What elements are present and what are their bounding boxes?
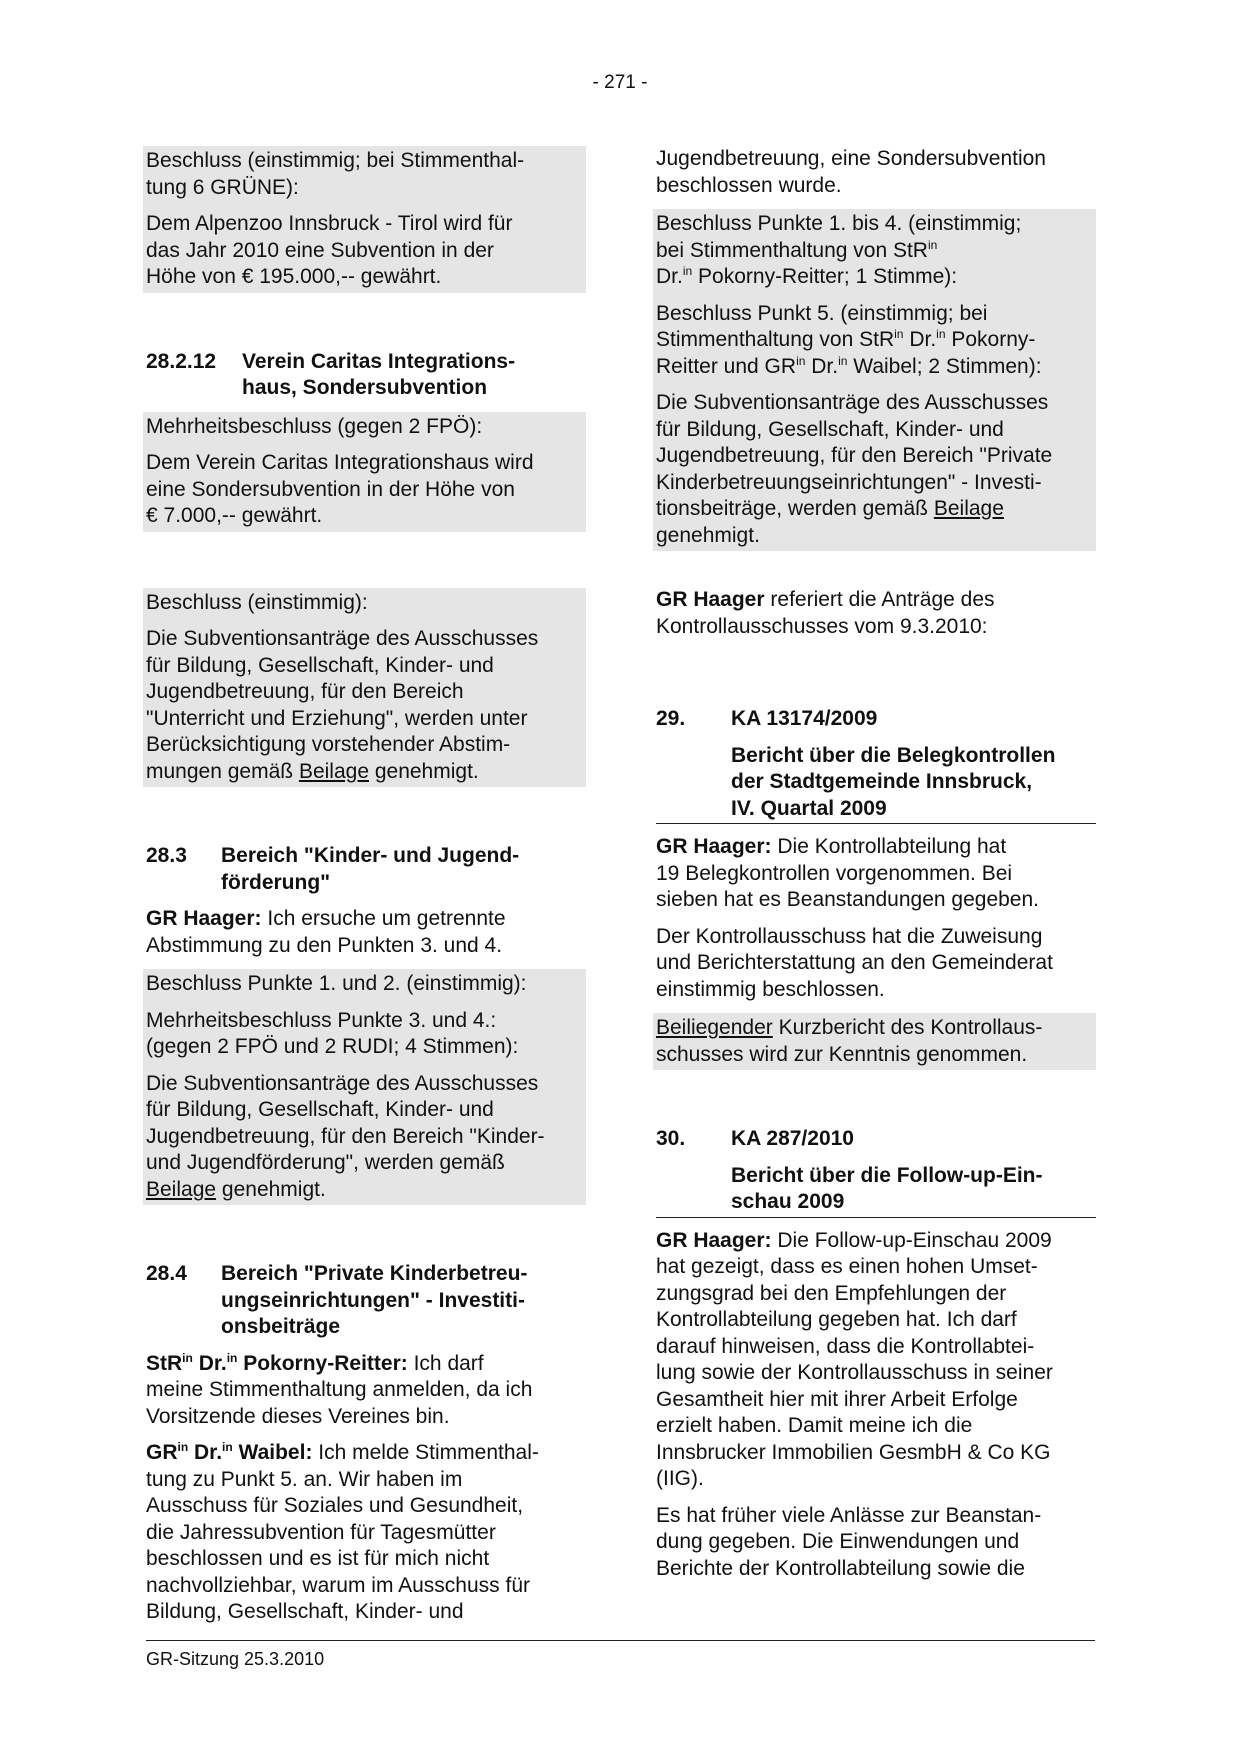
- speech-haager-follow-up-continued: Es hat früher viele Anlässe zur Beanstan- dung gegeben. Die Einwendungen und Berichte der Kontrollabteilung sowie die: [656, 1503, 1042, 1580]
- page-footer: GR-Sitzung 25.3.2010: [146, 1640, 1095, 1670]
- speech-haager-follow-up: GR Haager: Die Follow-up-Einschau 2009 hat gezeigt, dass es einen hohen Umset- zungsgrad bei den Empfehlungen der Kontrollabteilung gegeben hat. Ich darf darauf hinweisen, dass die Kontrollabtei- lung sowie der Kontrollausschuss in seiner Gesamtheit hier mit ihrer Arbeit Erfolge erzielt haben. Damit meine ich die Innsbrucker Immobilien GesmbH & Co KG (IIG).: [656, 1228, 1053, 1490]
- agenda-item-29: [656, 706, 1096, 824]
- resolution-vote-5: Beschluss Punkt 5. (einstimmig; bei Stimmenthaltung von StR$^{in}$ Dr.$^{in}$ Pokorny- Reitter und $GR^{in}$ Dr.$^{in}$ Waibel; 2 Stimmen):: [656, 301, 1042, 378]
- resolution-vote: Beschluss (einstimmig):: [146, 590, 368, 614]
- speech-pokorny-reitter: StR$^{in}$ Dr.$^{in}$ Pokorny-Reitter: Ich darf meine Stimmenthaltung anmelden, da ich Vorsitzende dieses Vereines bin.: [146, 1350, 533, 1428]
- speech-haager: GR Haager: Ich ersuche um getrennte Abstimmung zu den Punkten 3. und 4.: [146, 907, 506, 957]
- speech-waibel-continued: Jugendbetreuung, eine Sondersubvention beschlossen wurde.: [656, 147, 1046, 197]
- beilage-link[interactable]: Beilage: [933, 497, 1004, 520]
- agenda-heading-30: 30. KA 287/2010: [656, 1127, 854, 1150]
- speech-haager-belegkontrollen: GR Haager: Die Kontrollabteilung hat 19 Belegkontrollen vorgenommen. Bei sieben hat es Beanstandungen gegeben.: [656, 835, 1039, 911]
- beiliegender-link[interactable]: Beiliegender: [656, 1016, 773, 1039]
- resolution-block-unterricht: [143, 588, 586, 788]
- section-heading-28-3: 28.3 Bereich "Kinder- und Jugend- förderung": [146, 844, 520, 894]
- section-heading-28-2-12: 28.2.12 Verein Caritas Integrations- haus, Sondersubvention: [146, 349, 516, 399]
- resolution-block-private-kinderbetreuung: [653, 209, 1096, 551]
- resolution-block-kurzbericht: [653, 1013, 1096, 1070]
- committee-note: Der Kontrollausschuss hat die Zuweisung und Berichterstattung an den Gemeinderat einstimmig beschlossen.: [656, 924, 1053, 1001]
- resolution-vote-majority: Mehrheitsbeschluss Punkte 3. und 4.: (gegen 2 FPÖ und 2 RUDI; 4 Stimmen):: [146, 1008, 519, 1058]
- agenda-heading-29: 29. KA 13174/2009: [656, 707, 878, 730]
- resolution-text: Dem Verein Caritas Integrationshaus wird eine Sondersubvention in der Höhe von € 7.000,-- gewährt.: [146, 451, 534, 527]
- resolution-block-caritas: [143, 412, 586, 532]
- resolution-text: Die Subventionsanträge des Ausschusses für Bildung, Gesellschaft, Kinder- und Jugendbetreuung, für den Bereich "Unterricht und Erziehung", werden unter Berücksichtigung vorstehender Abstim- mungen gemäß Beilage genehmigt.: [146, 627, 539, 783]
- resolution-vote-1-4: Beschluss Punkte 1. bis 4. (einstimmig; bei Stimmenthaltung von StR$^{in}$ Dr.$^{in}$ Pokorny-Reitter; 1 Stimme):: [656, 212, 1022, 288]
- resolution-text: Beiliegender Kurzbericht des Kontrollaus- schusses wird zur Kenntnis genommen.: [656, 1016, 1043, 1066]
- left-column: [146, 146, 586, 1636]
- speech-waibel: $GR^{in}$ Dr.$^{in}$ Waibel: Ich melde Stimmenthal- tung zu Punkt 5. an. Wir haben im Ausschuss für Soziales und Gesundheit, die Jahressubvention für Tagesmütter beschlossen und es ist für mich nicht nachvollziehbar, warum im Ausschuss für Bildung, Gesellschaft, Kinder- und: [146, 1440, 539, 1623]
- resolution-block-kinder-jugend: [143, 969, 586, 1205]
- speech-haager-referral: GR Haager referiert die Anträge des Kontrollausschusses vom 9.3.2010:: [656, 588, 995, 638]
- resolution-text: Die Subventionsanträge des Ausschusses für Bildung, Gesellschaft, Kinder- und Jugendbetreuung, für den Bereich "Kinder- und Jugendförderung", werden gemäß Beilage genehmigt.: [146, 1071, 545, 1201]
- resolution-vote: Beschluss (einstimmig; bei Stimmenthal- tung 6 GRÜNE):: [146, 149, 525, 199]
- resolution-text: Dem Alpenzoo Innsbruck - Tirol wird für das Jahr 2010 eine Subvention in der Höhe von € 195.000,-- gewährt.: [146, 212, 513, 288]
- agenda-item-30: [656, 1126, 1096, 1218]
- right-column: [656, 146, 1096, 1592]
- agenda-subtitle-29: Bericht über die Belegkontrollen der Stadtgemeinde Innsbruck, IV. Quartal 2009: [731, 743, 1056, 820]
- resolution-block-alpenzoo: [143, 146, 586, 293]
- resolution-text: Die Subventionsanträge des Ausschusses für Bildung, Gesellschaft, Kinder- und Jugendbetreuung, für den Bereich "Private Kinderbetreuungseinrichtungen" - Investi- tionsbeiträge, werden gemäß Beilage genehmigt.: [656, 391, 1053, 547]
- beilage-link[interactable]: Beilage: [146, 1177, 217, 1201]
- page-number: - 271 -: [592, 72, 648, 93]
- resolution-vote: Beschluss Punkte 1. und 2. (einstimmig):: [146, 972, 527, 995]
- section-heading-28-4: 28.4 Bereich "Private Kinderbetreu- ungseinrichtungen" - Investiti- onsbeiträge: [146, 1262, 528, 1338]
- agenda-subtitle-30: Bericht über die Follow-up-Ein- schau 2009: [731, 1163, 1043, 1213]
- resolution-vote: Mehrheitsbeschluss (gegen 2 FPÖ):: [146, 414, 483, 438]
- beilage-link[interactable]: Beilage: [298, 759, 369, 783]
